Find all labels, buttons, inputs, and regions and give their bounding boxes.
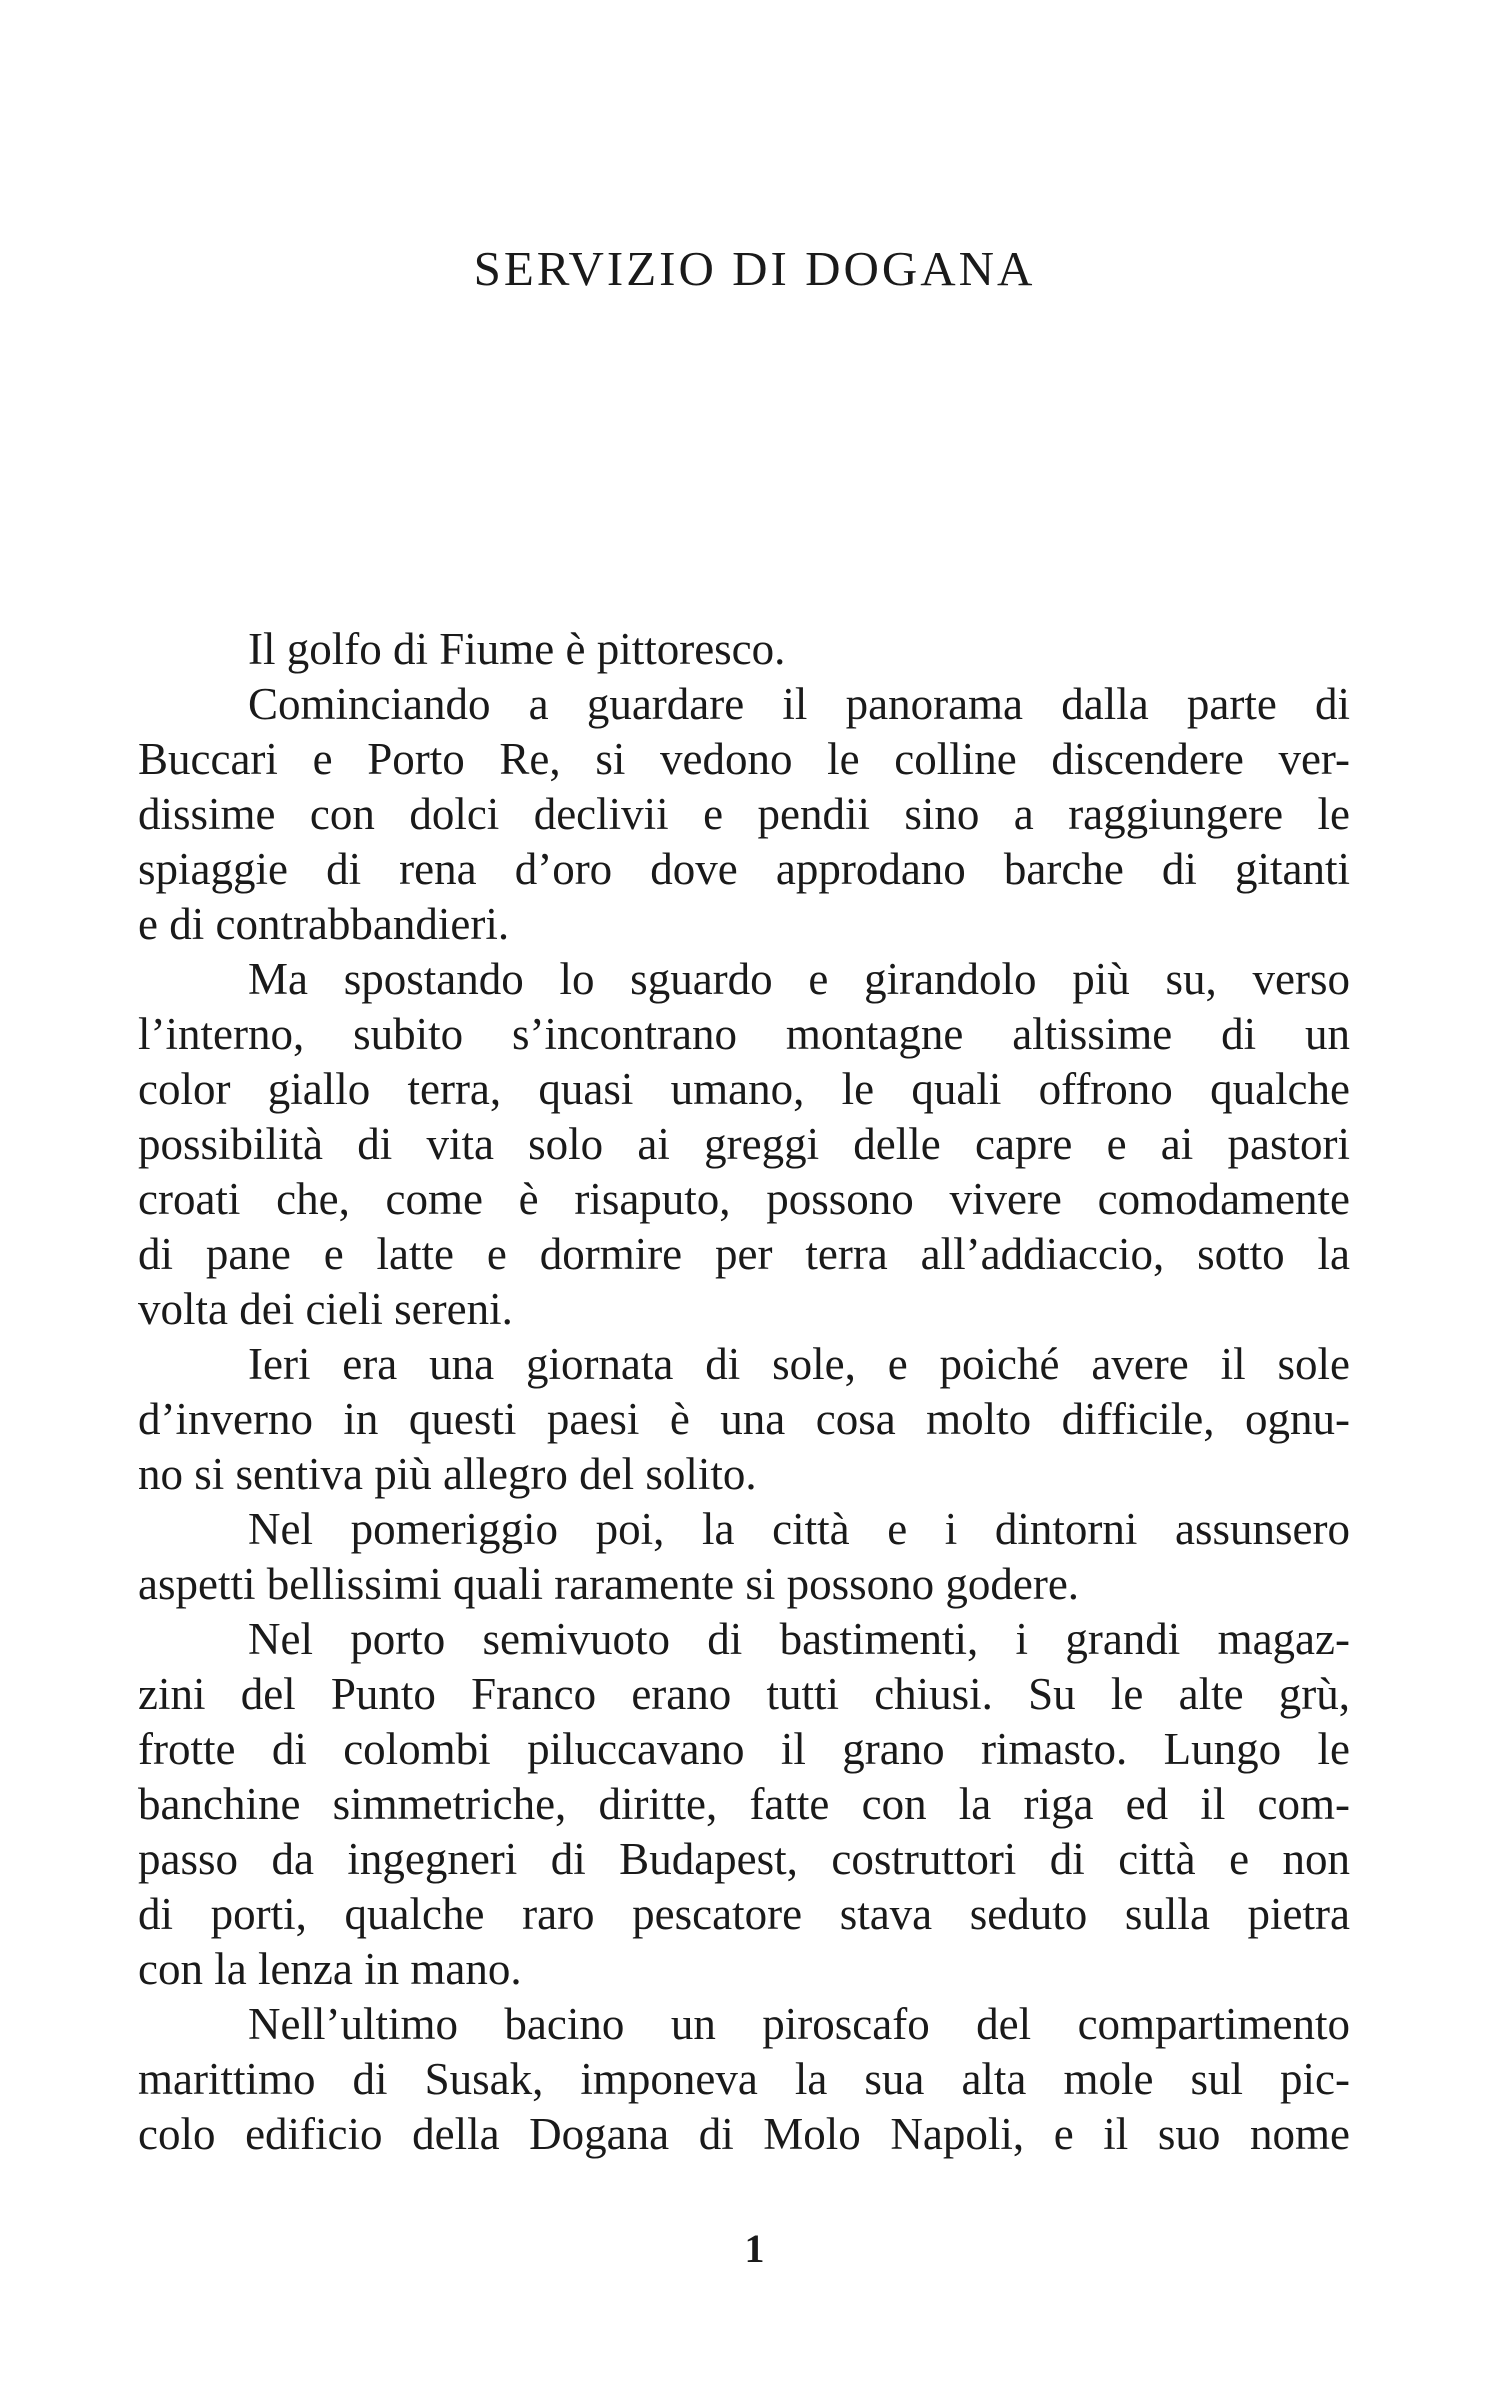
page-number: 1 [744,2226,765,2271]
body-text [138,622,1350,2162]
text-line: marittimo di Susak, imponeva la sua alta mole sul pic- [138,2054,1350,2104]
text-line: no si sentiva più allegro del solito. [138,1449,757,1499]
text-line: e di contrabbandieri. [138,899,510,949]
text-line: Nell’ultimo bacino un piroscafo del compartimento [248,1999,1350,2049]
chapter-title: SERVIZIO DI DOGANA [473,241,1036,296]
text-line: Nel porto semivuoto di bastimenti, i grandi magaz- [248,1614,1350,1664]
text-line: passo da ingegneri di Budapest, costruttori di città e non [138,1834,1350,1884]
text-line: color giallo terra, quasi umano, le quali offrono qualche [138,1064,1350,1114]
text-line: Cominciando a guardare il panorama dalla parte di [248,679,1350,729]
text-line: l’interno, subito s’incontrano montagne altissime di un [138,1009,1350,1059]
text-line: possibilità di vita solo ai greggi delle capre e ai pastori [138,1119,1350,1169]
text-line: spiaggie di rena d’oro dove approdano barche di gitanti [138,844,1350,894]
text-line: Nel pomeriggio poi, la città e i dintorni assunsero [248,1504,1350,1554]
text-line: Il golfo di Fiume è pittoresco. [248,624,786,674]
text-line: zini del Punto Franco erano tutti chiusi. Su le alte grù, [138,1669,1350,1719]
text-line: frotte di colombi piluccavano il grano rimasto. Lungo le [138,1724,1350,1774]
text-line: di porti, qualche raro pescatore stava seduto sulla pietra [138,1889,1350,1939]
text-line: volta dei cieli sereni. [138,1284,513,1334]
text-line: aspetti bellissimi quali raramente si possono godere. [138,1559,1080,1609]
text-line: Buccari e Porto Re, si vedono le colline discendere ver- [138,734,1350,784]
text-line: banchine simmetriche, diritte, fatte con la riga ed il com- [138,1779,1350,1829]
text-line: Ma spostando lo sguardo e girandolo più su, verso [248,954,1350,1004]
text-line: croati che, come è risaputo, possono vivere comodamente [138,1174,1350,1224]
text-line: Ieri era una giornata di sole, e poiché avere il sole [248,1339,1350,1389]
text-line: con la lenza in mano. [138,1944,522,1994]
text-line: dissime con dolci declivii e pendii sino a raggiungere le [138,789,1350,839]
text-line: di pane e latte e dormire per terra all’addiaccio, sotto la [138,1229,1350,1279]
text-line: d’inverno in questi paesi è una cosa molto difficile, ognu- [138,1394,1350,1444]
text-line: colo edificio della Dogana di Molo Napoli, e il suo nome [138,2109,1350,2159]
